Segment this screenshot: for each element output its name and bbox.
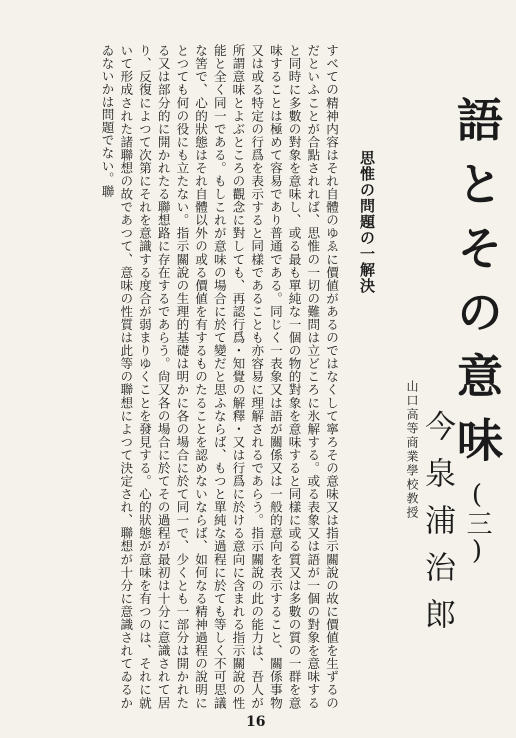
page-number: 16: [246, 714, 266, 730]
author-affiliation: 山口高等商業學校教授: [405, 380, 419, 520]
part-number: (三): [462, 480, 492, 566]
author-name: 今泉浦治郎: [419, 410, 455, 645]
title-text: 語とその意味: [450, 96, 504, 480]
body-text: すべての精神内容はそれ自體のゆゑに價値があるのではなくして寧ろその意味又は指示關說の故に價値を生ずるのだといふことが合點されれば、思惟の一切の難問は立どころに氷解する。或る表象又は語が一個の對象を意味すると同時に多數の對象を意味し、或る最も單純な一個の物的對象を意味すると同樣に或る質又は多數の質の一群を意味することは極めて容易であり普通である。同じく一表象又は語が關係又は一般的意向を表示すること、關係事物又は或る特定の行爲を表示すると同樣であることも亦容易に理解されるであらう。指示關說の此の能力は、吾人が所謂意味とよぶところの觀念に對しても、再認行爲・知覺の解釋・又は行爲に於ける意向に含まれる指示關說の性能と全く同一である。もしこれが意味の場合に於て變だと思ふならば、もつと單純な過程に於ても等しく不可思議な筈で、心的狀態はそれ自體以外の或る價値を有するものたることを認めないならば、如何なる精神過程の說明にとつても何の役にも立たない。指示關說の生理的基礎は明かに各の場合に於て同一で、少くとも一部分は開かれたる又は部分的に開かれたる聯想路に存在するであらう。尙又各の場合に於てその過程が最初は十分に意識されて居り、反復によつて次第にそれを意識する度合が弱まりゆくことを發見する。心的狀態が意味を有つのは、それに就いて形成された諸聯想の故であつて、意味の性質は此等の聯想によつて決定され、聯想が十分に意識されてゐるかゐないかは問題でない。聯: [99, 44, 339, 709]
section-heading: 思惟の問題の一解決: [358, 150, 376, 294]
article-title: [450, 96, 504, 566]
